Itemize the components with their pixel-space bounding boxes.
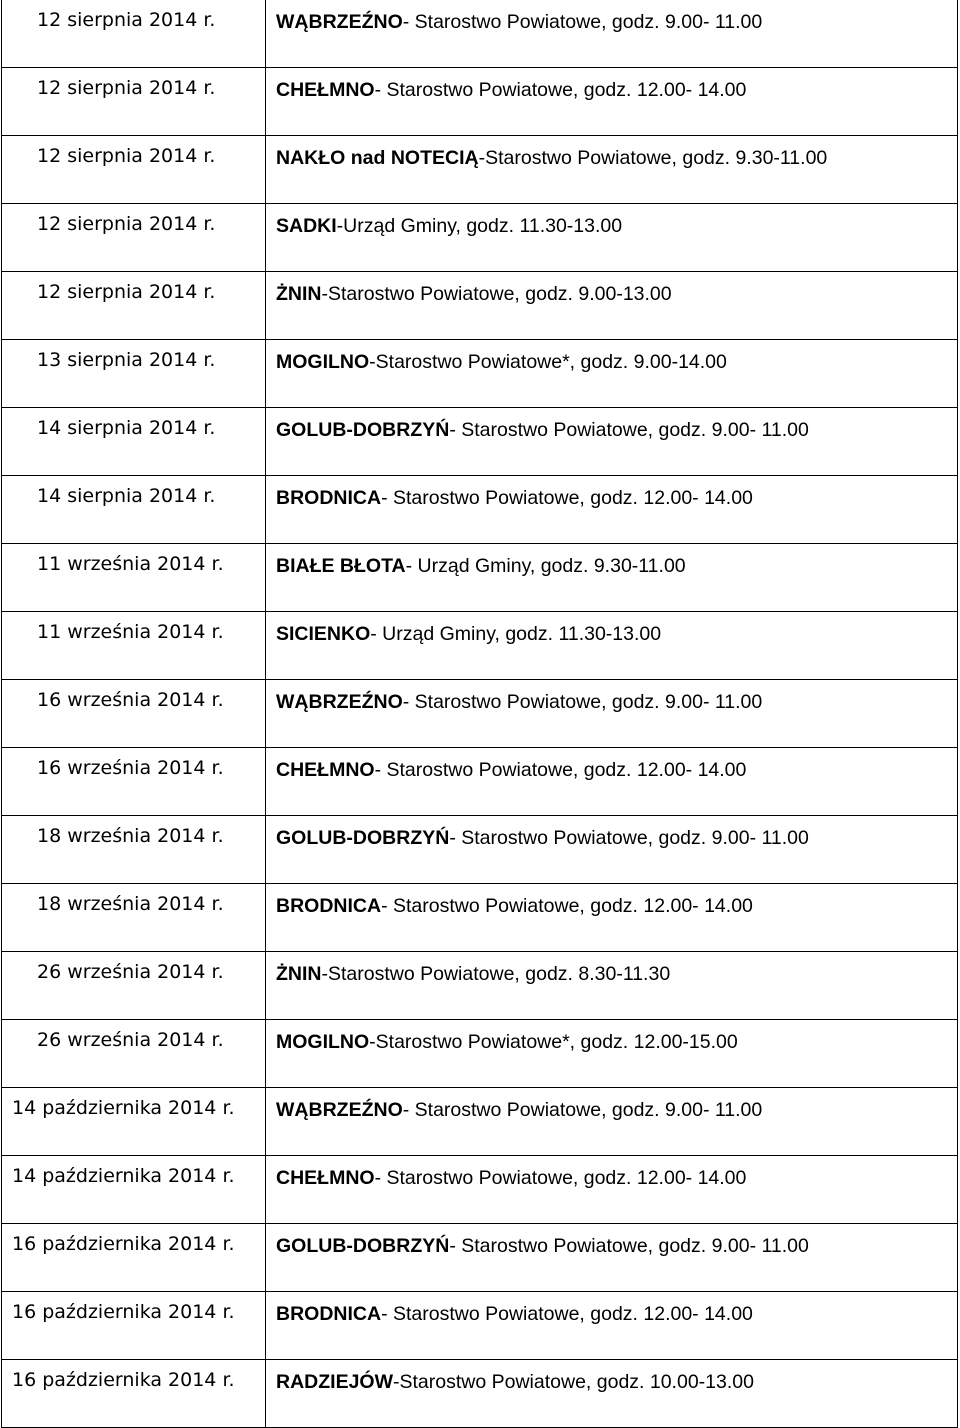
- place-name: WĄBRZEŹNO: [276, 11, 403, 33]
- date-cell: [2, 408, 266, 476]
- date-cell: [2, 1292, 266, 1360]
- date-text: 14 sierpnia 2014 r.: [37, 417, 216, 439]
- place-detail: - Starostwo Powiatowe, godz. 12.00- 14.00: [374, 79, 747, 101]
- place-detail: - Urząd Gminy, godz. 9.30-11.00: [405, 555, 686, 577]
- date-text: 14 października 2014 r.: [12, 1097, 235, 1119]
- place-cell: [266, 0, 958, 68]
- place-detail: -Starostwo Powiatowe, godz. 10.00-13.00: [393, 1371, 754, 1393]
- schedule-body: [2, 0, 958, 1428]
- date-cell: [2, 816, 266, 884]
- place-detail: -Starostwo Powiatowe, godz. 8.30-11.30: [321, 963, 671, 985]
- place-cell: [266, 680, 958, 748]
- table-row: [2, 136, 958, 204]
- place-name: GOLUB-DOBRZYŃ: [276, 1235, 450, 1257]
- table-row: [2, 748, 958, 816]
- place-cell: [266, 1224, 958, 1292]
- place-detail: - Starostwo Powiatowe, godz. 9.00- 11.00: [449, 1235, 809, 1257]
- date-text: 14 sierpnia 2014 r.: [37, 485, 216, 507]
- place-detail: - Urząd Gminy, godz. 11.30-13.00: [370, 623, 662, 645]
- date-text: 11 września 2014 r.: [37, 553, 224, 575]
- place-cell: [266, 1020, 958, 1088]
- date-cell: [2, 1088, 266, 1156]
- date-cell: [2, 544, 266, 612]
- date-text: 12 sierpnia 2014 r.: [37, 145, 216, 167]
- table-row: [2, 1020, 958, 1088]
- place-name: SICIENKO: [276, 623, 371, 645]
- place-cell: [266, 884, 958, 952]
- place-detail: -Starostwo Powiatowe*, godz. 12.00-15.00: [369, 1031, 738, 1053]
- date-cell: [2, 612, 266, 680]
- table-row: [2, 272, 958, 340]
- place-detail: -Starostwo Powiatowe, godz. 9.30-11.00: [478, 147, 828, 169]
- date-cell: [2, 272, 266, 340]
- table-row: [2, 952, 958, 1020]
- place-name: SADKI: [276, 215, 337, 237]
- date-text: 16 października 2014 r.: [12, 1301, 235, 1323]
- place-cell: [266, 476, 958, 544]
- date-cell: [2, 884, 266, 952]
- place-cell: [266, 544, 958, 612]
- date-text: 18 września 2014 r.: [37, 825, 224, 847]
- date-text: 14 października 2014 r.: [12, 1165, 235, 1187]
- place-name: MOGILNO: [276, 1031, 370, 1053]
- date-text: 16 października 2014 r.: [12, 1233, 235, 1255]
- place-detail: - Starostwo Powiatowe, godz. 12.00- 14.00: [381, 895, 753, 917]
- table-row: [2, 680, 958, 748]
- place-detail: - Starostwo Powiatowe, godz. 9.00- 11.00: [402, 691, 763, 713]
- place-name: BIAŁE BŁOTA: [276, 555, 406, 577]
- date-cell: [2, 748, 266, 816]
- date-cell: [2, 1224, 266, 1292]
- table-row: [2, 408, 958, 476]
- date-cell: [2, 476, 266, 544]
- date-text: 18 września 2014 r.: [37, 893, 224, 915]
- table-row: [2, 68, 958, 136]
- place-cell: [266, 1156, 958, 1224]
- date-cell: [2, 204, 266, 272]
- date-text: 12 sierpnia 2014 r.: [37, 9, 216, 31]
- place-name: BRODNICA: [276, 487, 382, 509]
- place-name: WĄBRZEŹNO: [276, 691, 403, 713]
- date-text: 26 września 2014 r.: [37, 1029, 224, 1051]
- place-cell: [266, 1360, 958, 1428]
- table-row: [2, 612, 958, 680]
- schedule-table: [1, 0, 958, 1428]
- place-cell: [266, 952, 958, 1020]
- table-row: [2, 340, 958, 408]
- place-cell: [266, 1088, 958, 1156]
- date-text: 16 września 2014 r.: [37, 757, 224, 779]
- place-name: MOGILNO: [276, 351, 370, 373]
- table-row: [2, 1224, 958, 1292]
- date-cell: [2, 680, 266, 748]
- table-row: [2, 0, 958, 68]
- date-cell: [2, 0, 266, 68]
- date-cell: [2, 1360, 266, 1428]
- table-row: [2, 1292, 958, 1360]
- date-text: 12 sierpnia 2014 r.: [37, 77, 216, 99]
- table-row: [2, 816, 958, 884]
- place-detail: - Starostwo Powiatowe, godz. 9.00- 11.00: [449, 419, 809, 441]
- table-row: [2, 476, 958, 544]
- table-row: [2, 1088, 958, 1156]
- date-text: 12 sierpnia 2014 r.: [37, 281, 216, 303]
- table-row: [2, 884, 958, 952]
- place-name: GOLUB-DOBRZYŃ: [276, 827, 450, 849]
- place-cell: [266, 748, 958, 816]
- place-name: CHEŁMNO: [276, 759, 375, 781]
- place-detail: -Starostwo Powiatowe*, godz. 9.00-14.00: [369, 351, 727, 373]
- place-detail: - Starostwo Powiatowe, godz. 9.00- 11.00: [402, 11, 763, 33]
- place-cell: [266, 68, 958, 136]
- place-detail: - Starostwo Powiatowe, godz. 12.00- 14.00: [374, 1167, 747, 1189]
- date-cell: [2, 1020, 266, 1088]
- place-detail: -Urząd Gminy, godz. 11.30-13.00: [336, 215, 623, 237]
- place-detail: - Starostwo Powiatowe, godz. 12.00- 14.00: [374, 759, 747, 781]
- place-name: WĄBRZEŹNO: [276, 1099, 403, 1121]
- place-cell: [266, 612, 958, 680]
- place-name: ŻNIN: [276, 963, 322, 985]
- place-name: CHEŁMNO: [276, 79, 375, 101]
- date-text: 11 września 2014 r.: [37, 621, 224, 643]
- place-name: BRODNICA: [276, 895, 382, 917]
- place-name: GOLUB-DOBRZYŃ: [276, 419, 450, 441]
- table-row: [2, 1360, 958, 1428]
- date-cell: [2, 952, 266, 1020]
- date-text: 12 sierpnia 2014 r.: [37, 213, 216, 235]
- date-cell: [2, 340, 266, 408]
- place-cell: [266, 340, 958, 408]
- place-cell: [266, 1292, 958, 1360]
- place-detail: -Starostwo Powiatowe, godz. 9.00-13.00: [321, 283, 672, 305]
- date-text: 26 września 2014 r.: [37, 961, 224, 983]
- place-cell: [266, 204, 958, 272]
- place-cell: [266, 272, 958, 340]
- place-cell: [266, 816, 958, 884]
- date-cell: [2, 1156, 266, 1224]
- table-row: [2, 544, 958, 612]
- date-text: 16 września 2014 r.: [37, 689, 224, 711]
- place-name: BRODNICA: [276, 1303, 382, 1325]
- place-name: CHEŁMNO: [276, 1167, 375, 1189]
- date-text: 13 sierpnia 2014 r.: [37, 349, 216, 371]
- table-row: [2, 204, 958, 272]
- place-cell: [266, 136, 958, 204]
- date-text: 16 października 2014 r.: [12, 1369, 235, 1391]
- date-cell: [2, 136, 266, 204]
- place-name: NAKŁO nad NOTECIĄ: [276, 147, 479, 169]
- place-detail: - Starostwo Powiatowe, godz. 12.00- 14.00: [381, 1303, 753, 1325]
- table-row: [2, 1156, 958, 1224]
- place-cell: [266, 408, 958, 476]
- place-detail: - Starostwo Powiatowe, godz. 9.00- 11.00: [402, 1099, 763, 1121]
- place-name: RADZIEJÓW: [276, 1371, 393, 1393]
- date-cell: [2, 68, 266, 136]
- place-detail: - Starostwo Powiatowe, godz. 12.00- 14.00: [381, 487, 753, 509]
- place-name: ŻNIN: [276, 283, 322, 305]
- place-detail: - Starostwo Powiatowe, godz. 9.00- 11.00: [449, 827, 809, 849]
